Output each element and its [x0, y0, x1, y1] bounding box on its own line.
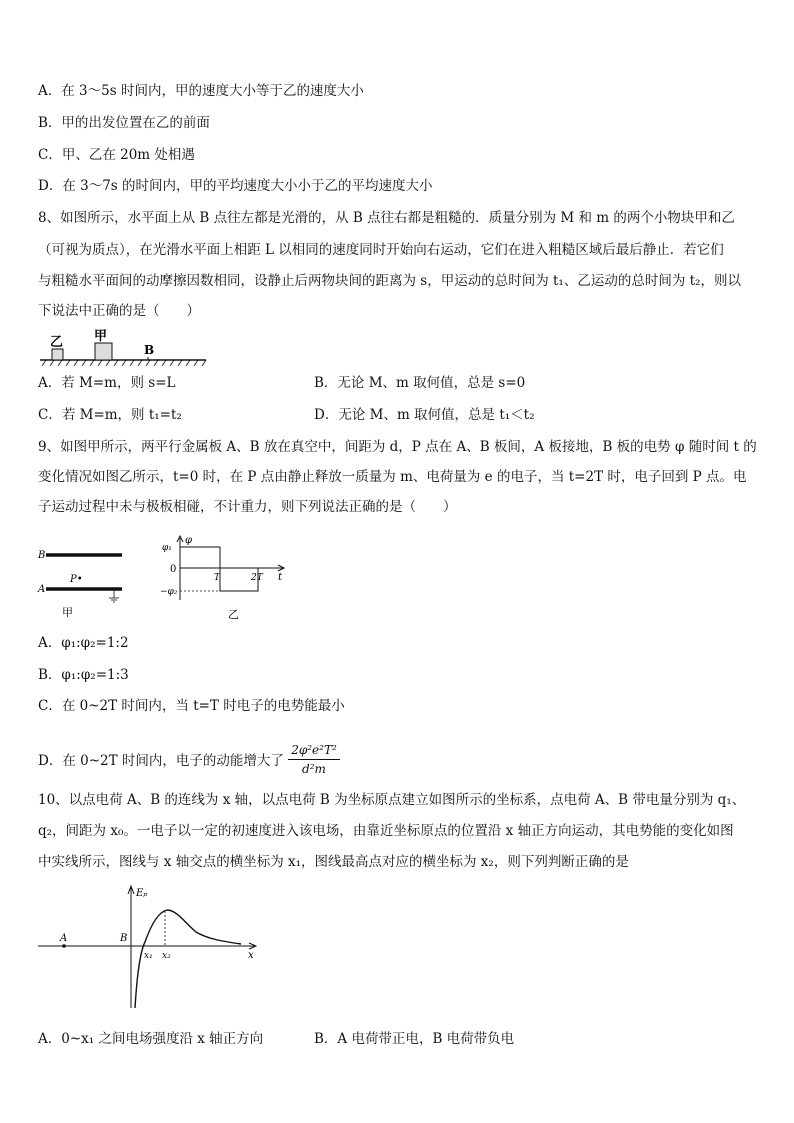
tick-x2: x₂ [162, 951, 171, 961]
option-c: C．甲、乙在 20m 处相遇 [38, 147, 195, 163]
tick-x1: x₁ [144, 951, 153, 961]
q9-stem-line2: 变化情况如图乙所示，t=0 时，在 P 点由静止释放一质量为 m、电荷量为 e 的电子，当 t=2T 时，电子回到 P 点。电 [38, 469, 747, 485]
fraction-denominator: d²m [302, 762, 326, 776]
axis-ep: Eₚ [136, 888, 148, 899]
tick-t: T [214, 573, 221, 583]
q10-stem-line3: 中实线所示，图线与 x 轴交点的横坐标为 x₁，图线最高点对应的横坐标为 x₂，则下列判断正确的是 [38, 854, 629, 870]
q10-figure [36, 880, 266, 1015]
q9-stem-line3: 子运动过程中未与极板相碰，不计重力，则下列说法正确的是（ ） [38, 499, 457, 515]
tick-2t: 2T [251, 573, 263, 583]
option-d: D．在 3～7s 的时间内，甲的平均速度大小小于乙的平均速度大小 [38, 178, 433, 194]
tick-phi2: −φ₂ [160, 587, 178, 597]
point-p-label: P• [70, 574, 83, 585]
label-b: B [120, 933, 128, 944]
q10-option-a: A．0~x₁ 之间电场强度沿 x 轴正方向 [38, 1031, 264, 1047]
tick-zero: 0 [170, 564, 177, 575]
q10-stem-line1: 10、以点电荷 A、B 的连线为 x 轴，以点电荷 B 为坐标原点建立如图所示的坐标系，点电荷 A、B 带电量分别为 q₁、 [38, 792, 746, 808]
q9-option-d-fraction [288, 741, 340, 778]
q9-option-b: B．φ₁:φ₂=1:3 [38, 667, 129, 683]
axis-x: x [248, 950, 254, 961]
q9-stem-line1: 9、如图甲所示，两平行金属板 A、B 放在真空中，间距为 d，P 点在 A、B 板间，A 板接地，B 板的电势 φ 随时间 t 的 [38, 439, 757, 455]
q8-option-d: D．无论 M、m 取何值，总是 t₁＜t₂ [314, 407, 535, 423]
q9-option-c: C．在 0~2T 时间内，当 t=T 时电子的电势能最小 [38, 698, 345, 714]
option-a: A．在 3～5s 时间内，甲的速度大小等于乙的速度大小 [38, 83, 364, 99]
q8-stem-line2: （可视为质点），在光滑水平面上相距 L 以相同的速度同时开始向右运动，它们在进入粗糙区域后最后静止．若它们 [38, 242, 724, 258]
q10-option-b: B．A 电荷带正电，B 电荷带负电 [314, 1031, 515, 1047]
label-a: A [60, 933, 68, 944]
axis-phi: φ [185, 535, 193, 546]
point-a [62, 944, 66, 948]
q8-option-b: B．无论 M、m 取何值，总是 s=0 [314, 375, 526, 391]
option-b: B．甲的出发位置在乙的前面 [38, 115, 210, 131]
q8-option-c: C．若 M=m，则 t₁=t₂ [38, 407, 182, 423]
q9-option-a: A．φ₁:φ₂=1:2 [38, 635, 129, 651]
q9-figure-yi [160, 530, 290, 630]
q8-figure [36, 322, 216, 372]
fraction-numerator: 2φ²e²T² [288, 741, 340, 760]
q9-option-d [38, 743, 340, 780]
q8-option-a: A．若 M=m，则 s=L [38, 375, 176, 391]
q8-stem-line3: 与粗糙水平面间的动摩擦因数相同，设静止后两物块间的距离为 s，甲运动的总时间为 t₁、乙运动的总时间为 t₂，则以 [38, 273, 741, 289]
q9-figure-jia [36, 540, 136, 620]
q8-stem-line1: 8、如图所示，水平面上从 B 点往左都是光滑的，从 B 点往右都是粗糙的．质量分别为 M 和 m 的两个小物块甲和乙 [38, 210, 735, 226]
q8-stem-line4: 下说法中正确的是（ ） [38, 303, 200, 319]
label-b: B [144, 343, 155, 357]
tick-phi1: φ₁ [162, 543, 172, 553]
plate-b-label: B [38, 550, 46, 561]
label-jia: 甲 [94, 329, 108, 344]
phi-step-high [180, 547, 220, 568]
block-jia [95, 343, 112, 360]
q10-stem-line2: q₂，间距为 x₀。一电子以一定的初速度进入该电场，由靠近坐标原点的位置沿 x 轴正方向运动，其电势能的变化如图 [38, 823, 734, 839]
block-yi [52, 349, 63, 360]
caption-jia: 甲 [62, 606, 73, 619]
plate-a-label: A [38, 584, 46, 595]
label-yi: 乙 [50, 335, 64, 350]
q9-option-d-text: D．在 0~2T 时间内，电子的动能增大了 [38, 753, 284, 769]
axis-t: t [278, 572, 283, 583]
caption-yi: 乙 [228, 608, 239, 621]
